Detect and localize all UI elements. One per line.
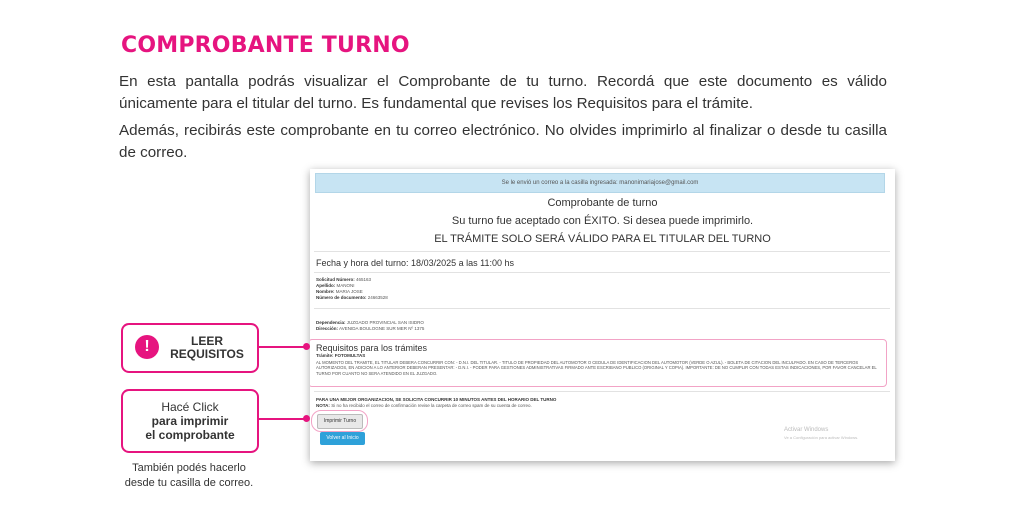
mail-note: NOTA: Si no ha recibido el correo de confirmación revise la carpeta de correo spam de su cuenta de correo.: [316, 403, 532, 408]
connector-line: [255, 418, 306, 420]
connector-dot: [303, 415, 310, 422]
connector-line: [255, 346, 306, 348]
divider: [314, 308, 890, 309]
divider: [314, 251, 890, 252]
receipt-screenshot: [310, 169, 895, 461]
page-title: COMPROBANTE TURNO: [121, 33, 410, 58]
office-row: Dependencia: JUZGADO PROVINCIAL SAN ISIDRO: [316, 320, 424, 325]
requirements-title: Requisitos para los trámites: [316, 343, 428, 353]
detail-row: Apellido: MANONI: [316, 283, 355, 288]
divider: [314, 272, 890, 273]
success-message: Su turno fue aceptado con ÉXITO. Si desea puede imprimirlo.: [451, 215, 754, 227]
connector-dot: [303, 343, 310, 350]
office-row: Dirección: AVENIDA BOULOGNE SUR MER Nº 1375: [316, 326, 425, 331]
appointment-datetime: Fecha y hora del turno: 18/03/2025 a las 11:00 hs: [316, 258, 514, 268]
intro-paragraph-2: Además, recibirás este comprobante en tu correo electrónico. No olvides imprimirlo al finalizar o desde tu casilla de correo.: [119, 122, 887, 161]
callout-read-line2: REQUISITOS: [170, 347, 244, 361]
intro-paragraph-1: En esta pantalla podrás visualizar el Comprobante de tu turno. Recordá que este documento es válido únicamente para el titular del turno. Es fundamental que revises los Requisitos para el trámite.: [119, 73, 887, 112]
callout-click-line1: Hacé Click: [161, 400, 219, 414]
print-button[interactable]: Imprimir Turno: [317, 414, 363, 429]
exclamation-circle-icon: !: [135, 335, 159, 359]
detail-row: Solicitud Número: 465163: [316, 277, 372, 282]
divider: [314, 391, 890, 392]
requirements-text: AL MOMENTO DEL TRAMITE, EL TITULAR DEBERA CONCURRIR CON: - D.N.I. DEL TITULAR. - TITULO DE PROPIEDAD DEL AUTOMOTOR O CEDULA DE IDENTIFICACION DEL AUTOMOTOR (VERDE O AZUL). - BOLETA DE CITACION DEL INCULPADO. EN CASO DE TERCEROS AUTORIZADOS, EN ADICION A LO ANTERIOR DEBERAN PRESENTAR: - D.N.I. - PODER PARA GESTIONES ADMINISTRATIVAS FIRMADO ANTE ESCRIBANO PUBLICO (ORIGINAL Y COPIA). IMPORTANTE: DE NO CUMPLIR CON TODAS ESTAS INDICACIONES, POR FAVOR CANCELAR EL TURNO POR CUANTO NO SERA ATENDIDO EN EL JUZGADO.: [316, 360, 877, 376]
requirements-subtitle: Trámite: FOTOMULTAS: [316, 353, 366, 358]
detail-row: Número de documento: 24663528: [316, 295, 388, 300]
callout-click-line3: el comprobante: [145, 428, 235, 442]
callout-read-line1: LEER: [190, 334, 223, 348]
back-home-button[interactable]: Volver al Inicio: [320, 432, 365, 445]
valid-notice: EL TRÁMITE SOLO SERÁ VÁLIDO PARA EL TITULAR DEL TURNO: [434, 233, 771, 245]
windows-watermark: Activar Windows Ve a Configuración para activar Windows.: [784, 427, 859, 440]
callout-click-line2: para imprimir: [151, 414, 229, 428]
footnote: También podés hacerlo desde tu casilla de correo.: [124, 462, 254, 489]
receipt-heading: Comprobante de turno: [547, 197, 658, 209]
detail-row: Nombre: MARIA JOSE: [316, 289, 363, 294]
click-print-callout: [121, 389, 259, 453]
org-note: PARA UNA MEJOR ORGANIZACION, SE SOLICITA CONCURRIR 10 MINUTOS ANTES DEL HORARIO DEL TURNO: [316, 397, 557, 402]
read-requirements-callout: [121, 323, 259, 373]
email-sent-banner: Se le envió un correo a la casilla ingresada: manonimariajose@gmail.com: [315, 173, 885, 193]
